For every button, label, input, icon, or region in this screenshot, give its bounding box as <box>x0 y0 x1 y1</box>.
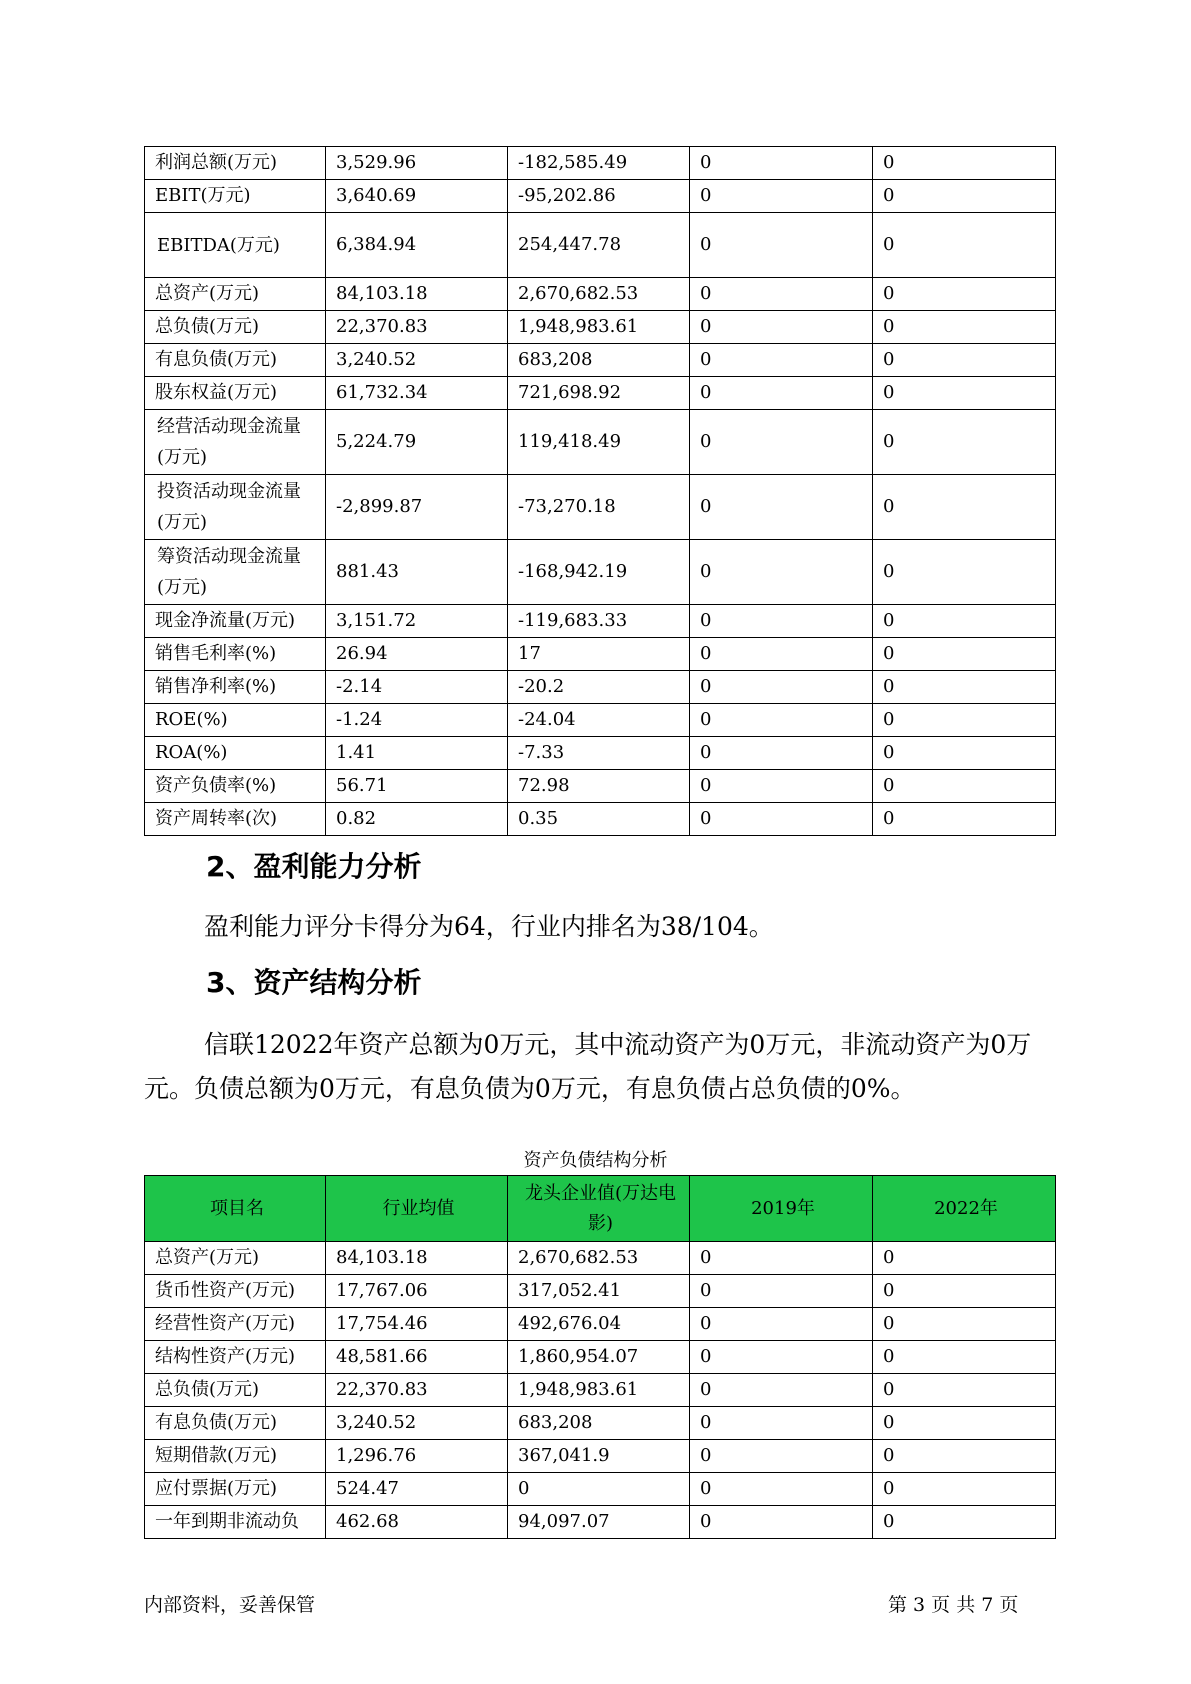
row-label-cell: 现金净流量(万元) <box>145 605 326 638</box>
value-cell: 3,151.72 <box>326 605 508 638</box>
value-cell: 26.94 <box>326 638 508 671</box>
value-cell: 462.68 <box>326 1506 508 1539</box>
value-cell: 2,670,682.53 <box>508 1242 690 1275</box>
value-cell: 0 <box>690 540 873 605</box>
value-cell: 0 <box>873 180 1056 213</box>
row-label-cell: 资产负债率(%) <box>145 770 326 803</box>
value-cell: 6,384.94 <box>326 213 508 278</box>
table-row <box>145 1506 1056 1539</box>
value-cell: 0 <box>690 1374 873 1407</box>
value-cell: 0 <box>873 1341 1056 1374</box>
table-row <box>145 803 1056 836</box>
value-cell: 881.43 <box>326 540 508 605</box>
value-cell: 0 <box>873 475 1056 540</box>
table-row <box>145 1242 1056 1275</box>
value-cell: 3,529.96 <box>326 147 508 180</box>
value-cell: 0 <box>873 671 1056 704</box>
value-cell: 0 <box>873 278 1056 311</box>
value-cell: 56.71 <box>326 770 508 803</box>
table-row <box>145 278 1056 311</box>
value-cell: 0 <box>690 410 873 475</box>
profitability-paragraph: 盈利能力评分卡得分为64，行业内排名为38/104。 <box>204 912 774 941</box>
table-row <box>145 704 1056 737</box>
table-row <box>145 540 1056 605</box>
value-cell: 367,041.9 <box>508 1440 690 1473</box>
value-cell: 317,052.41 <box>508 1275 690 1308</box>
table-row <box>145 1308 1056 1341</box>
value-cell: 683,208 <box>508 1407 690 1440</box>
row-label-cell: 资产周转率(次) <box>145 803 326 836</box>
value-cell: 0 <box>873 410 1056 475</box>
value-cell: 0 <box>873 311 1056 344</box>
table-row <box>145 638 1056 671</box>
value-cell: 1,296.76 <box>326 1440 508 1473</box>
header-cell: 项目名 <box>145 1176 326 1242</box>
table-row <box>145 1407 1056 1440</box>
value-cell: 0 <box>873 1473 1056 1506</box>
table-row <box>145 671 1056 704</box>
value-cell: 0 <box>690 1275 873 1308</box>
table-row <box>145 213 1056 278</box>
row-label-cell: 经营活动现金流量(万元) <box>145 410 326 475</box>
value-cell: 0 <box>873 147 1056 180</box>
value-cell: 0 <box>873 1506 1056 1539</box>
table-row <box>145 770 1056 803</box>
value-cell: 0 <box>508 1473 690 1506</box>
table-caption: 资产负债结构分析 <box>523 1150 668 1171</box>
row-label-cell: 总资产(万元) <box>145 1242 326 1275</box>
value-cell: 0 <box>873 1275 1056 1308</box>
value-cell: -2,899.87 <box>326 475 508 540</box>
asset-structure-paragraph: 信联12022年资产总额为0万元，其中流动资产为0万元，非流动资产为0万元。负债总额为0万元，有息负债为0万元，有息负债占总负债的0%。 <box>144 1030 1032 1103</box>
value-cell: -20.2 <box>508 671 690 704</box>
row-label-cell: 利润总额(万元) <box>145 147 326 180</box>
value-cell: -1.24 <box>326 704 508 737</box>
row-label-cell: ROE(%) <box>145 704 326 737</box>
value-cell: 0 <box>873 377 1056 410</box>
value-cell: -95,202.86 <box>508 180 690 213</box>
value-cell: 17,767.06 <box>326 1275 508 1308</box>
row-label-cell: 总负债(万元) <box>145 1374 326 1407</box>
financial-metrics-table <box>144 146 1056 836</box>
footer-page-number: 第 3 页 共 7 页 <box>888 1594 1019 1616</box>
value-cell: 17,754.46 <box>326 1308 508 1341</box>
value-cell: 3,240.52 <box>326 344 508 377</box>
table-row <box>145 311 1056 344</box>
value-cell: 0 <box>690 770 873 803</box>
value-cell: 492,676.04 <box>508 1308 690 1341</box>
value-cell: 48,581.66 <box>326 1341 508 1374</box>
section-heading-profitability: 2、盈利能力分析 <box>206 850 422 883</box>
row-label-cell: 投资活动现金流量(万元) <box>145 475 326 540</box>
value-cell: 84,103.18 <box>326 1242 508 1275</box>
value-cell: 254,447.78 <box>508 213 690 278</box>
row-label-cell: EBIT(万元) <box>145 180 326 213</box>
header-cell: 2019年 <box>690 1176 873 1242</box>
value-cell: 0 <box>690 1506 873 1539</box>
value-cell: 0 <box>873 638 1056 671</box>
value-cell: 0 <box>873 803 1056 836</box>
row-label-cell: 销售毛利率(%) <box>145 638 326 671</box>
value-cell: 0 <box>690 344 873 377</box>
value-cell: 1.41 <box>326 737 508 770</box>
value-cell: 0 <box>873 737 1056 770</box>
row-label-cell: 经营性资产(万元) <box>145 1308 326 1341</box>
value-cell: 0 <box>690 1341 873 1374</box>
value-cell: 0 <box>873 344 1056 377</box>
value-cell: 0 <box>690 737 873 770</box>
value-cell: 22,370.83 <box>326 311 508 344</box>
row-label-cell: 一年到期非流动负 <box>145 1506 326 1539</box>
header-cell: 行业均值 <box>326 1176 508 1242</box>
value-cell: 0 <box>690 605 873 638</box>
value-cell: 0 <box>690 638 873 671</box>
table-row <box>145 1374 1056 1407</box>
value-cell: 0 <box>690 1473 873 1506</box>
value-cell: 22,370.83 <box>326 1374 508 1407</box>
value-cell: 1,948,983.61 <box>508 1374 690 1407</box>
table-row <box>145 475 1056 540</box>
table-row <box>145 410 1056 475</box>
value-cell: -73,270.18 <box>508 475 690 540</box>
row-label-cell: 销售净利率(%) <box>145 671 326 704</box>
row-label-cell: EBITDA(万元) <box>145 213 326 278</box>
table-row <box>145 737 1056 770</box>
asset-liability-structure-table <box>144 1175 1056 1539</box>
value-cell: 0 <box>690 147 873 180</box>
row-label-cell: 有息负债(万元) <box>145 1407 326 1440</box>
value-cell: 0 <box>873 1440 1056 1473</box>
value-cell: 0 <box>690 475 873 540</box>
value-cell: 0 <box>873 540 1056 605</box>
row-label-cell: 总资产(万元) <box>145 278 326 311</box>
value-cell: 0 <box>690 803 873 836</box>
value-cell: 1,860,954.07 <box>508 1341 690 1374</box>
value-cell: 0 <box>690 213 873 278</box>
value-cell: 119,418.49 <box>508 410 690 475</box>
row-label-cell: 总负债(万元) <box>145 311 326 344</box>
value-cell: 721,698.92 <box>508 377 690 410</box>
value-cell: 0 <box>690 1242 873 1275</box>
table-row <box>145 605 1056 638</box>
value-cell: -119,683.33 <box>508 605 690 638</box>
value-cell: 0 <box>690 1440 873 1473</box>
value-cell: 3,640.69 <box>326 180 508 213</box>
row-label-cell: 股东权益(万元) <box>145 377 326 410</box>
row-label-cell: 应付票据(万元) <box>145 1473 326 1506</box>
row-label-cell: 货币性资产(万元) <box>145 1275 326 1308</box>
value-cell: 0 <box>690 1308 873 1341</box>
value-cell: 0 <box>690 377 873 410</box>
value-cell: 0 <box>873 1242 1056 1275</box>
table-row <box>145 180 1056 213</box>
row-label-cell: 有息负债(万元) <box>145 344 326 377</box>
value-cell: 61,732.34 <box>326 377 508 410</box>
value-cell: 0.82 <box>326 803 508 836</box>
value-cell: 0 <box>690 180 873 213</box>
value-cell: 0 <box>873 605 1056 638</box>
value-cell: 0 <box>873 213 1056 278</box>
value-cell: 3,240.52 <box>326 1407 508 1440</box>
table-row <box>145 377 1056 410</box>
table-row <box>145 344 1056 377</box>
value-cell: 17 <box>508 638 690 671</box>
table-row <box>145 1341 1056 1374</box>
header-cell: 2022年 <box>873 1176 1056 1242</box>
value-cell: 84,103.18 <box>326 278 508 311</box>
table-row <box>145 1473 1056 1506</box>
value-cell: 5,224.79 <box>326 410 508 475</box>
value-cell: -182,585.49 <box>508 147 690 180</box>
value-cell: 0 <box>873 1407 1056 1440</box>
value-cell: 94,097.07 <box>508 1506 690 1539</box>
header-cell: 龙头企业值(万达电影) <box>508 1176 690 1242</box>
value-cell: 0 <box>873 704 1056 737</box>
table-header-row <box>145 1176 1056 1242</box>
value-cell: 0 <box>690 1407 873 1440</box>
value-cell: 72.98 <box>508 770 690 803</box>
value-cell: 0.35 <box>508 803 690 836</box>
table-row <box>145 1275 1056 1308</box>
value-cell: 0 <box>690 311 873 344</box>
value-cell: 0 <box>690 671 873 704</box>
row-label-cell: 短期借款(万元) <box>145 1440 326 1473</box>
value-cell: -7.33 <box>508 737 690 770</box>
value-cell: -168,942.19 <box>508 540 690 605</box>
value-cell: 0 <box>873 770 1056 803</box>
section-heading-asset-structure: 3、资产结构分析 <box>206 966 422 999</box>
value-cell: 683,208 <box>508 344 690 377</box>
value-cell: 524.47 <box>326 1473 508 1506</box>
value-cell: 2,670,682.53 <box>508 278 690 311</box>
value-cell: 0 <box>690 278 873 311</box>
value-cell: 1,948,983.61 <box>508 311 690 344</box>
value-cell: -2.14 <box>326 671 508 704</box>
table-row <box>145 1440 1056 1473</box>
value-cell: 0 <box>690 704 873 737</box>
row-label-cell: ROA(%) <box>145 737 326 770</box>
value-cell: -24.04 <box>508 704 690 737</box>
table-row <box>145 147 1056 180</box>
footer-confidential-note: 内部资料，妥善保管 <box>144 1594 316 1616</box>
value-cell: 0 <box>873 1374 1056 1407</box>
row-label-cell: 结构性资产(万元) <box>145 1341 326 1374</box>
value-cell: 0 <box>873 1308 1056 1341</box>
row-label-cell: 筹资活动现金流量(万元) <box>145 540 326 605</box>
